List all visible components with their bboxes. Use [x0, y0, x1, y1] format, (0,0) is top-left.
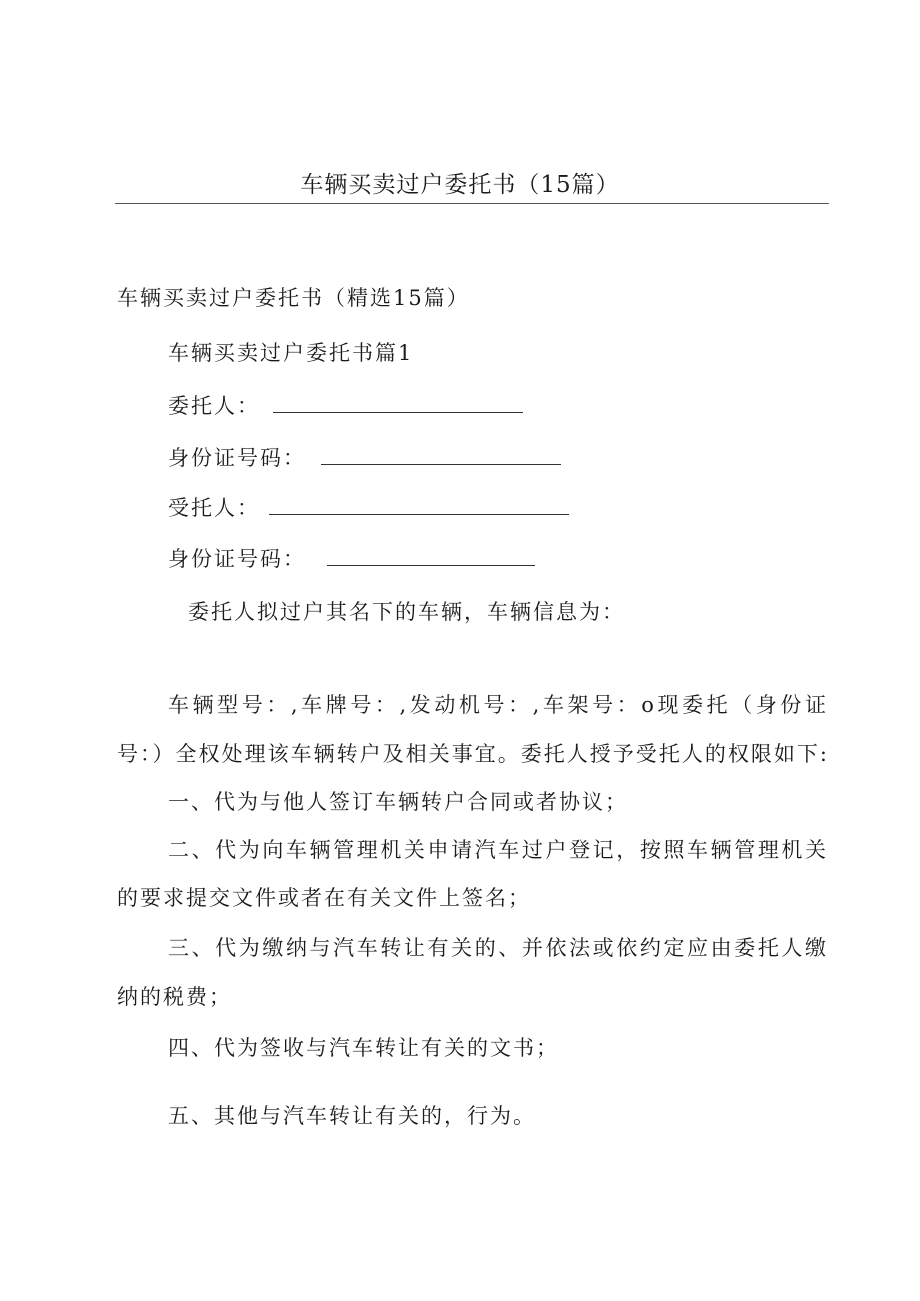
entruster-id-blank[interactable]: [321, 444, 561, 465]
document-title: 车辆买卖过户委托书（15篇）: [300, 172, 620, 198]
authority-item-1: 一、代为与他人签订车辆转户合同或者协议；: [168, 790, 628, 814]
vehicle-info-line-2: 号：）全权处理该车辆转户及相关事宜。委托人授予受托人的权限如下:: [117, 742, 828, 766]
authority-item-2-line-1: 二、代为向车辆管理机关申请汽车过户登记，按照车辆管理机关: [168, 838, 828, 862]
entruster-label: 委托人：: [168, 394, 260, 418]
entruster-blank[interactable]: [273, 392, 523, 413]
trustee-row: [168, 494, 569, 522]
trustee-label: 受托人：: [168, 496, 260, 520]
authority-item-2-line-2: 的要求提交文件或者在有关文件上签名；: [117, 886, 531, 910]
trustee-blank[interactable]: [269, 494, 569, 515]
authority-item-5: 五、其他与汽车转让有关的，行为。: [168, 1104, 536, 1128]
trustee-id-label: 身份证号码：: [168, 547, 306, 571]
section-heading: 车辆买卖过户委托书篇1: [168, 341, 414, 365]
vehicle-info-line-1: 车辆型号：,车牌号：,发动机号：,车架号：o现委托（身份证: [168, 693, 828, 717]
title-underline: [115, 203, 829, 204]
intro-paragraph: 委托人拟过户其名下的车辆，车辆信息为：: [188, 600, 625, 624]
trustee-id-row: [168, 545, 535, 573]
entruster-row: [168, 392, 523, 420]
authority-item-4: 四、代为签收与汽车转让有关的文书；: [168, 1036, 559, 1060]
trustee-id-blank[interactable]: [327, 545, 535, 566]
authority-item-3-line-2: 纳的税费；: [117, 985, 232, 1009]
entruster-id-label: 身份证号码：: [168, 446, 306, 470]
authority-item-3-line-1: 三、代为缴纳与汽车转让有关的、并依法或依约定应由委托人缴: [168, 936, 828, 960]
document-subtitle: 车辆买卖过户委托书（精选15篇）: [117, 286, 470, 310]
entruster-id-row: [168, 444, 561, 472]
